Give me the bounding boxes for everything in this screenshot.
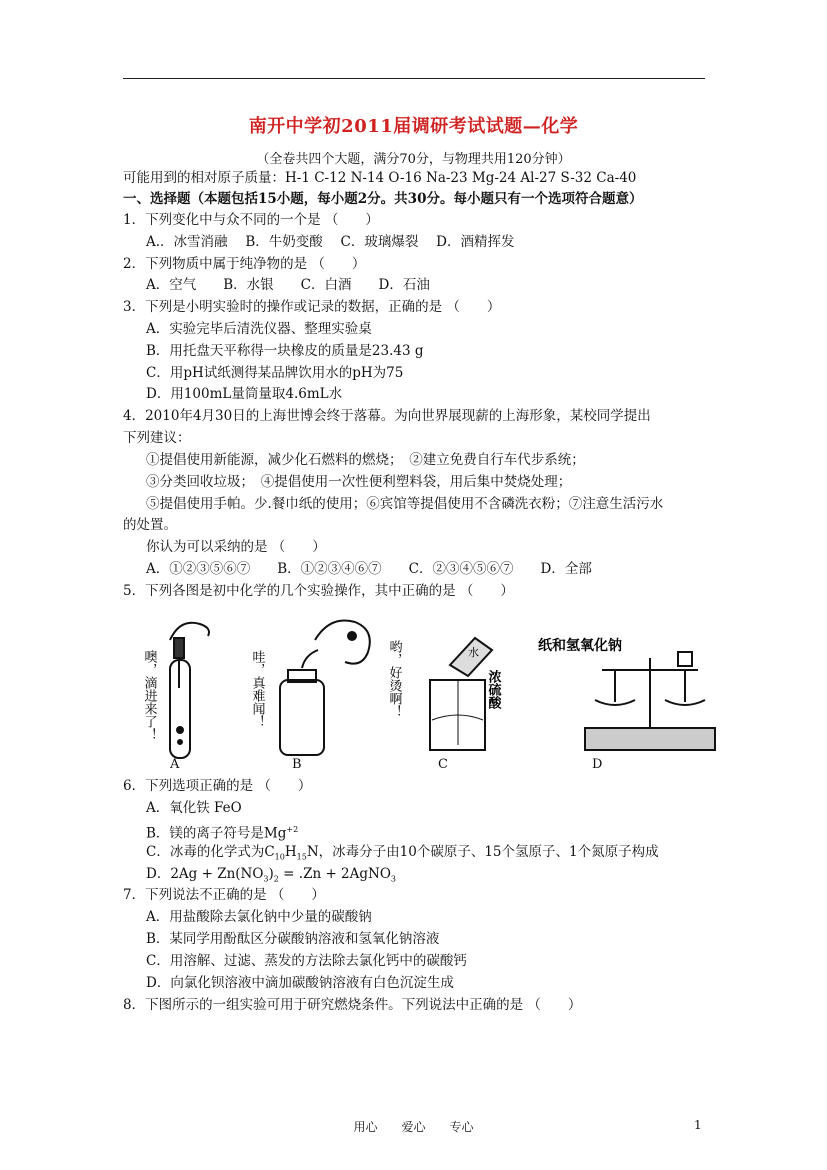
- figure-c-text1: 哟，好烫啊！: [387, 640, 403, 718]
- question-7-option-c: C．用溶解、过滤、蒸发的方法除去氯化钙中的碳酸钙: [146, 953, 467, 969]
- question-4-line-4: ③分类回收垃圾； ④提倡使用一次性便利塑料袋，用后集中焚烧处理；: [146, 474, 572, 490]
- question-3-option-d: D．用100mL量筒量取4.6mL水: [146, 386, 343, 402]
- page-title: 南开中学初2011届调研考试试题—化学: [248, 116, 579, 137]
- figure-d-balance: [585, 652, 715, 750]
- question-6-option-c: C．冰毒的化学式为$C_{10}H_{15}N$，冰毒分子由10个碳原子、15个氢原子、1个氮原子构成: [146, 844, 659, 862]
- question-3: 3．下列是小明实验时的操作或记录的数据，正确的是 （ ）: [123, 299, 501, 315]
- question-4-line-1: 4．2010年4月30日的上海世博会终于落幕。为向世界展现薪的上海形象，某校同学提出: [123, 408, 651, 424]
- question-7-option-a: A．用盐酸除去氯化钠中少量的碳酸钠: [146, 909, 372, 925]
- question-1-options: A.．冰雪消融 B．牛奶变酸 C．玻璃爆裂 D．酒精挥发: [146, 234, 515, 250]
- figure-a-text: 噢，滴进来了！: [142, 650, 158, 741]
- question-6-option-a: A．氧化铁 FeO: [146, 800, 242, 816]
- figure-d-text: 纸和氢氧化钠: [538, 637, 622, 653]
- figure-c-diluting: [430, 638, 492, 750]
- question-4-line-6: 的处置。: [123, 517, 177, 533]
- question-6: 6．下列选项正确的是 （ ）: [123, 778, 312, 794]
- section-heading: 一、选择题（本题包括15小题，每小题2分。共30分。每小题只有一个选项符合题意）: [123, 191, 643, 207]
- question-2-options: A．空气 B．水银 C．白酒 D．石油: [146, 277, 430, 293]
- figure-b-smelling: [280, 620, 370, 755]
- figure-a-dropper: [170, 623, 209, 758]
- figure-c-text2: 浓硫酸: [486, 670, 502, 709]
- question-3-option-c: C．用pH试纸测得某品牌饮用水的pH为75: [146, 365, 404, 381]
- figure-label-c: C: [438, 757, 448, 772]
- question-2: 2．下列物质中属于纯净物的是 （ ）: [123, 256, 366, 272]
- experiment-figure: [140, 610, 720, 775]
- question-4-line-5: ⑤提倡使用手帕。少.餐巾纸的使用；⑥宾馆等提倡使用不含磷洗衣粉；⑦注意生活污水: [146, 496, 664, 512]
- figure-b-text: 哇，真难闻！: [250, 650, 266, 728]
- question-8: 8．下图所示的一组实验可用于研究燃烧条件。下列说法中正确的是 （ ）: [123, 997, 582, 1013]
- question-5: 5．下列各图是初中化学的几个实验操作，其中正确的是 （ ）: [123, 583, 514, 599]
- question-4-line-2: 下列建议：: [123, 430, 191, 446]
- question-1: 1．下列变化中与众不同的一个是 （ ）: [123, 212, 379, 228]
- page-number: 1: [694, 1118, 702, 1132]
- question-4-line-3: ①提倡使用新能源，减少化石燃料的燃烧； ②建立免费自行车代步系统；: [146, 452, 585, 468]
- atomic-masses: 可能用到的相对原子质量：H-1 C-12 N-14 O-16 Na-23 Mg-24 Al-27 S-32 Ca-40: [123, 170, 637, 186]
- page-footer: 用心 爱心 专心: [353, 1120, 474, 1134]
- question-6-option-b: B．镁的离子符号是$Mg^{+2}$: [146, 825, 299, 842]
- figure-c-water: 水: [468, 647, 479, 659]
- question-6-option-d: D．$2Ag + Zn(NO_3)_2 = .Zn$ + 2AgNO$_3$: [146, 866, 396, 884]
- question-4-options: A．①②③⑤⑥⑦ B．①②③④⑥⑦ C．②③④⑤⑥⑦ D．全部: [146, 561, 592, 577]
- question-4-prompt: 你认为可以采纳的是 （ ）: [146, 539, 326, 555]
- question-7-option-b: B．某同学用酚酞区分碳酸钠溶液和氢氧化钠溶液: [146, 931, 440, 947]
- question-3-option-a: A．实验完毕后清洗仪器、整理实验桌: [146, 321, 372, 337]
- question-7: 7．下列说法不正确的是 （ ）: [123, 887, 325, 903]
- figure-label-d: D: [592, 757, 603, 772]
- question-7-option-d: D．向氯化钡溶液中滴加碳酸钠溶液有白色沉淀生成: [146, 975, 454, 991]
- exam-subtitle: （全卷共四个大题，满分70分，与物理共用120分钟）: [256, 152, 571, 167]
- figure-label-a: A: [170, 757, 180, 772]
- header-rule: [123, 78, 705, 79]
- question-3-option-b: B．用托盘天平称得一块橡皮的质量是23.43 g: [146, 343, 424, 359]
- figure-label-b: B: [292, 757, 302, 772]
